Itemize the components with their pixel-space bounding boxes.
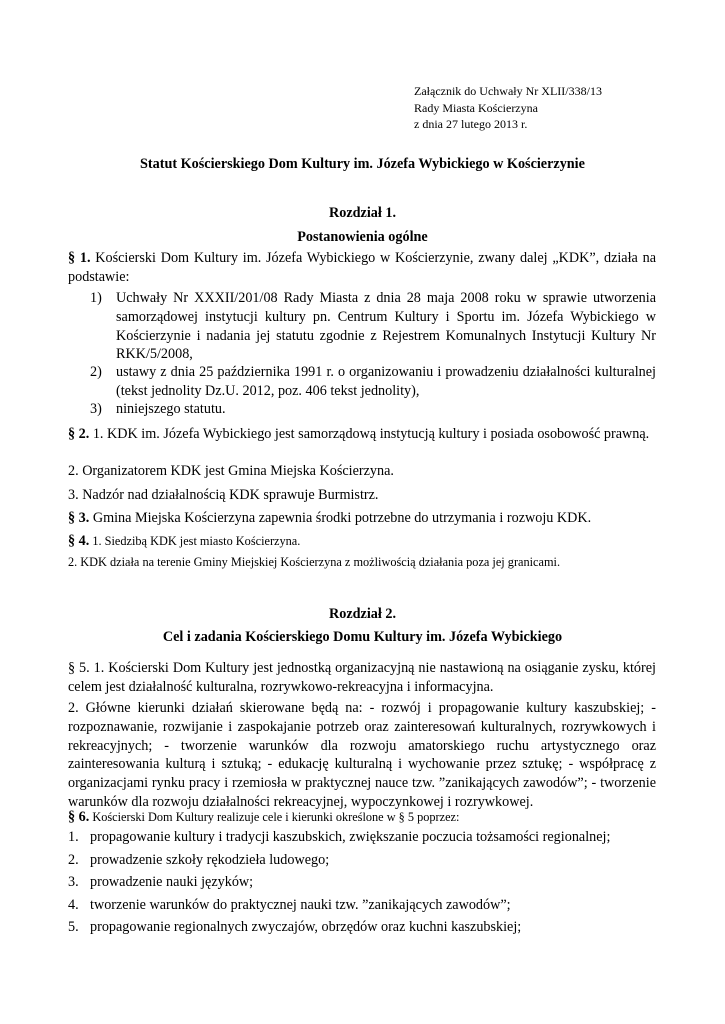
section-text: Kościerski Dom Kultury im. Józefa Wybickiego w Kościerzynie, zwany dalej „KDK”, działa na podstawie: bbox=[68, 250, 656, 285]
list-number: 4. bbox=[68, 897, 79, 913]
annex-line: z dnia 27 lutego 2013 r. bbox=[414, 117, 528, 131]
list-item bbox=[90, 400, 656, 419]
chapter-2-heading: Rozdział 2. bbox=[329, 606, 396, 622]
section-1 bbox=[68, 249, 656, 287]
section-5-paragraph-2: 2. Główne kierunki działań skierowane będą na: - rozwój i propagowanie kultury kaszubskiej; - rozpoznawanie, rozwijanie i zaspokajanie potrzeb oraz zainteresowań kulturalnych, rozrywkowych i rekreacyjnych; - tworzenie warunków dla rozwoju amatorskiego ruchu artystycznego oraz zainteresowania kulturą i sztuką; - edukację kulturalną i wychowanie przez sztukę; - współpracę z organizacjami rynku pracy i rzemiosła w praktycznej nauce tzw. ”zanikających zawodów”; - tworzenie warunków dla rozwoju działalności rekreacyjnej, wypoczynkowej i rozrywkowej. bbox=[68, 700, 656, 810]
section-mark: § 6. bbox=[68, 809, 90, 825]
list-text: niniejszego statutu. bbox=[116, 401, 226, 417]
list-text: Uchwały Nr XXXII/201/08 Rady Miasta z dnia 28 maja 2008 roku w sprawie utworzenia samorządowej instytucji kultury pn. Centrum Kultury i Sportu im. Józefa Wybickiego w Kościerzynie i nadania jej statutu zgodnie z Rejestrem Komunalnych Instytucji Kultury Nr RKK/5/2008, bbox=[116, 290, 656, 363]
list-number: 3) bbox=[90, 401, 102, 417]
section-3 bbox=[68, 509, 656, 528]
list-number: 5. bbox=[68, 919, 79, 935]
document-title: Statut Kościerskiego Dom Kultury im. Józefa Wybickiego w Kościerzynie bbox=[140, 156, 585, 172]
section-2-paragraph-2: 2. Organizatorem KDK jest Gmina Miejska Kościerzyna. bbox=[68, 463, 394, 479]
section-text: Gmina Miejska Kościerzyna zapewnia środki potrzebne do utrzymania i rozwoju KDK. bbox=[89, 510, 592, 526]
section-2-paragraph-3: 3. Nadzór nad działalnością KDK sprawuje Burmistrz. bbox=[68, 487, 379, 503]
list-item bbox=[68, 896, 656, 915]
section-5: § 5. 1. Kościerski Dom Kultury jest jednostką organizacyjną nie nastawioną na osiąganie zysku, której celem jest działalność kulturalna, rozrywkowo-rekreacyjna i informacyjna. bbox=[68, 660, 656, 695]
list-number: 1. bbox=[68, 829, 79, 845]
section-2 bbox=[68, 425, 656, 444]
section-mark: § 3. bbox=[68, 510, 90, 526]
list-item bbox=[68, 851, 656, 870]
section-6 bbox=[68, 808, 656, 827]
section-mark: § 2. bbox=[68, 426, 90, 442]
chapter-1-heading: Rozdział 1. bbox=[329, 205, 396, 221]
list-item bbox=[68, 828, 656, 847]
list-text: propagowanie regionalnych zwyczajów, obrzędów oraz kuchni kaszubskiej; bbox=[90, 919, 522, 935]
list-text: prowadzenie szkoły rękodzieła ludowego; bbox=[90, 852, 330, 868]
section-mark: § 4. bbox=[68, 533, 90, 549]
section-text: Kościerski Dom Kultury realizuje cele i kierunki określone w § 5 poprzez: bbox=[89, 810, 460, 824]
list-text: tworzenie warunków do praktycznej nauki tzw. ”zanikających zawodów”; bbox=[90, 897, 511, 913]
list-text: propagowanie kultury i tradycji kaszubskich, zwiększanie poczucia tożsamości regionalnej; bbox=[90, 829, 611, 845]
list-text: prowadzenie nauki języków; bbox=[90, 874, 254, 890]
list-number: 2) bbox=[90, 364, 102, 380]
list-item bbox=[90, 289, 656, 364]
chapter-2-subheading: Cel i zadania Kościerskiego Domu Kultury im. Józefa Wybickiego bbox=[162, 629, 563, 645]
section-mark: § 1. bbox=[68, 250, 91, 266]
list-number: 1) bbox=[90, 290, 102, 306]
list-item bbox=[90, 363, 656, 401]
list-text: ustawy z dnia 25 października 1991 r. o organizowaniu i prowadzeniu działalności kulturalnej (tekst jednolity Dz.U. 2012, poz. 406 tekst jednolity), bbox=[116, 364, 656, 399]
list-item bbox=[68, 873, 656, 892]
annex-line: Rady Miasta Kościerzyna bbox=[414, 100, 538, 115]
annex-note bbox=[414, 83, 602, 133]
annex-line: Załącznik do Uchwały Nr XLII/338/13 bbox=[414, 84, 602, 98]
section-text: 1. KDK im. Józefa Wybickiego jest samorządową instytucją kultury i posiada osobowość prawną. bbox=[89, 426, 650, 442]
section-text: 1. Siedzibą KDK jest miasto Kościerzyna. bbox=[89, 534, 301, 548]
section-4-paragraph-2: 2. KDK działa na terenie Gminy Miejskiej Kościerzyna z możliwością działania poza jej granicami. bbox=[68, 555, 561, 569]
list-number: 3. bbox=[68, 874, 79, 890]
list-number: 2. bbox=[68, 852, 79, 868]
chapter-1-subheading: Postanowienia ogólne bbox=[297, 229, 428, 245]
section-4 bbox=[68, 532, 656, 551]
list-item bbox=[68, 918, 656, 937]
